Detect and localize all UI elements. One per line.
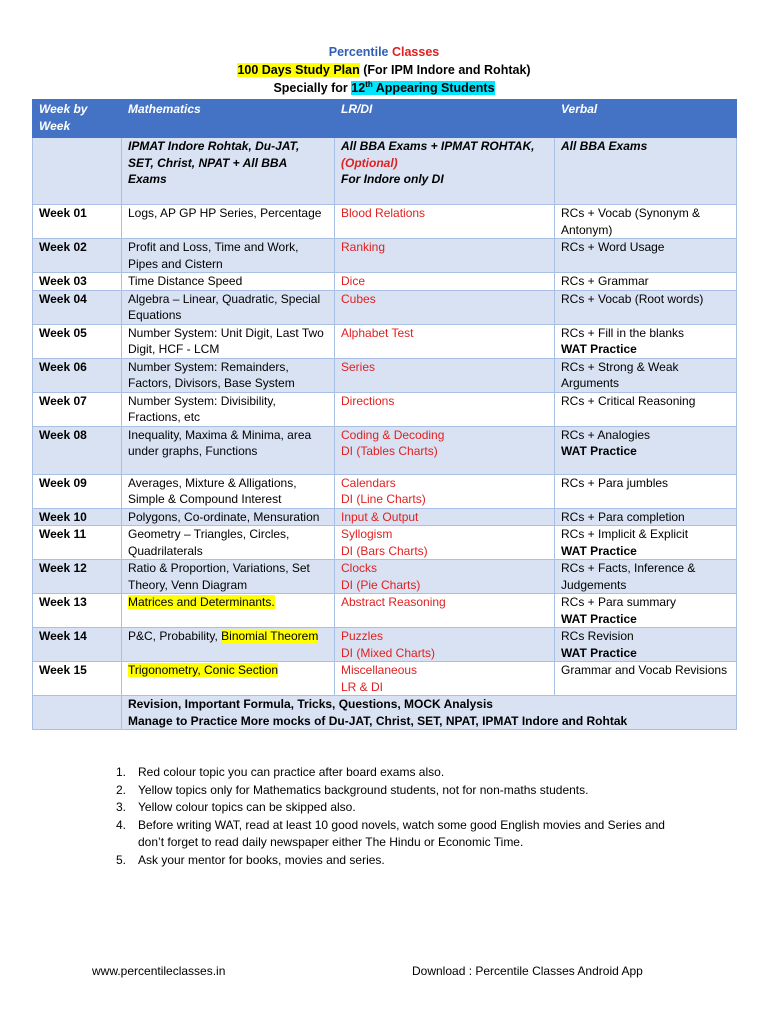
lrdi-topic: DI (Mixed Charts) <box>341 645 436 660</box>
verbal-cell <box>555 290 737 324</box>
verbal-topic: RCs + Analogies <box>561 427 651 442</box>
verbal-topic: RCs + Para summary <box>561 595 677 609</box>
math-cell <box>122 392 335 426</box>
subtitle-rest: Appearing Students <box>375 81 495 95</box>
note-number: 4. <box>116 817 127 832</box>
header-week: Week by Week <box>33 100 122 138</box>
wat-practice: WAT Practice <box>561 645 637 660</box>
math-topic: Geometry – Triangles, Circles, Quadrilaterals <box>128 527 290 558</box>
week-cell: Week 04 <box>33 290 122 324</box>
table-row <box>33 392 737 426</box>
lrdi-topic: Clocks <box>341 561 378 575</box>
math-cell <box>122 474 335 508</box>
final-text <box>122 696 737 730</box>
lrdi-topic: Abstract Reasoning <box>341 595 446 609</box>
week-cell: Week 01 <box>33 205 122 239</box>
note-text: Ask your mentor for books, movies and series. <box>138 852 385 867</box>
wat-practice: WAT Practice <box>561 543 637 558</box>
intro-row <box>33 138 737 205</box>
lrdi-cell <box>335 560 555 594</box>
verbal-topic: RCs + Strong & Weak Arguments <box>561 359 679 390</box>
note-number: 5. <box>116 852 127 867</box>
lrdi-cell <box>335 239 555 273</box>
math-cell <box>122 560 335 594</box>
lrdi-cell <box>335 324 555 358</box>
footer-download: Download : Percentile Classes Android App <box>412 964 643 978</box>
week-cell: Week 03 <box>33 273 122 291</box>
table-row <box>33 426 737 474</box>
week-cell: Week 08 <box>33 426 122 474</box>
note-number: 1. <box>116 765 127 779</box>
note-item <box>110 817 670 852</box>
verbal-topic: RCs + Implicit & Explicit <box>561 527 689 541</box>
lrdi-cell <box>335 392 555 426</box>
table-row <box>33 594 737 628</box>
note-item <box>110 799 670 817</box>
subtitle-num: 12 <box>351 81 366 95</box>
brand-title <box>0 43 768 61</box>
verbal-topic: RCs + Grammar <box>561 274 649 288</box>
math-cell <box>122 662 335 696</box>
week-cell: Week 12 <box>33 560 122 594</box>
math-cell <box>122 526 335 560</box>
math-topic: Algebra – Linear, Quadratic, Special Equations <box>128 291 321 322</box>
math-topic: Number System: Unit Digit, Last Two Digit, HCF - LCM <box>128 325 324 356</box>
verbal-topic: RCs + Critical Reasoning <box>561 393 696 408</box>
lrdi-cell <box>335 526 555 560</box>
verbal-cell <box>555 526 737 560</box>
verbal-topic: RCs + Word Usage <box>561 240 665 254</box>
intro-math: IPMAT Indore Rohtak, Du-JAT, SET, Christ, NPAT + All BBA Exams <box>122 138 335 205</box>
table-row <box>33 628 737 662</box>
lrdi-cell <box>335 474 555 508</box>
lrdi-topic: Input & Output <box>341 509 419 524</box>
verbal-cell <box>555 508 737 526</box>
math-cell <box>122 628 335 662</box>
lrdi-topic: Calendars <box>341 475 396 490</box>
wat-practice: WAT Practice <box>561 342 637 356</box>
table-row <box>33 358 737 392</box>
verbal-cell <box>555 662 737 696</box>
lrdi-topic: LR & DI <box>341 679 384 694</box>
math-cell <box>122 239 335 273</box>
subtitle-prefix: Specially for <box>273 81 348 95</box>
verbal-cell <box>555 273 737 291</box>
verbal-cell <box>555 474 737 508</box>
header-mathematics: Mathematics <box>122 100 335 138</box>
math-topic: Polygons, Co-ordinate, Mensuration <box>128 509 320 524</box>
verbal-cell <box>555 628 737 662</box>
plan-subtitle <box>0 79 768 97</box>
intro-lrdi <box>335 138 555 205</box>
final-line1: Revision, Important Formula, Tricks, Questions, MOCK Analysis <box>128 697 493 711</box>
math-cell <box>122 324 335 358</box>
math-topic-highlighted: Trigonometry, Conic Section <box>128 663 279 677</box>
brand-part2: Classes <box>391 45 440 59</box>
final-week-cell <box>33 696 122 730</box>
verbal-cell <box>555 239 737 273</box>
verbal-cell <box>555 358 737 392</box>
brand-part1: Percentile <box>328 45 389 59</box>
verbal-topic: RCs + Para jumbles <box>561 475 669 490</box>
math-cell <box>122 508 335 526</box>
table-row <box>33 662 737 696</box>
lrdi-topic: Puzzles <box>341 629 384 643</box>
lrdi-topic: Alphabet Test <box>341 325 414 340</box>
verbal-cell <box>555 205 737 239</box>
intro-week-cell <box>33 138 122 205</box>
lrdi-topic: Cubes <box>341 291 376 306</box>
math-cell <box>122 594 335 628</box>
lrdi-topic: DI (Tables Charts) <box>341 444 438 458</box>
table-row <box>33 239 737 273</box>
lrdi-cell <box>335 358 555 392</box>
note-text: Yellow topics only for Mathematics background students, not for non-maths students. <box>138 782 589 797</box>
lrdi-topic: Ranking <box>341 240 386 254</box>
footer-website[interactable]: www.percentileclasses.in <box>92 964 226 978</box>
verbal-topic: RCs + Facts, Inference & Judgements <box>561 561 696 592</box>
study-plan-table <box>32 99 737 730</box>
verbal-topic: RCs + Vocab (Synonym & Antonym) <box>561 206 701 237</box>
math-topic: Averages, Mixture & Alligations, Simple & Compound Interest <box>128 475 297 506</box>
math-cell <box>122 273 335 291</box>
lrdi-topic: Dice <box>341 274 366 288</box>
verbal-topic: RCs + Para completion <box>561 509 685 524</box>
week-cell: Week 06 <box>33 358 122 392</box>
final-line2: Manage to Practice More mocks of Du-JAT, Christ, SET, NPAT, IPMAT Indore and Rohtak <box>128 713 628 728</box>
table-row <box>33 290 737 324</box>
intro-lrdi-optional: (Optional) <box>341 155 398 170</box>
lrdi-cell <box>335 426 555 474</box>
note-text: Red colour topic you can practice after board exams also. <box>138 765 445 779</box>
week-cell: Week 02 <box>33 239 122 273</box>
note-number: 3. <box>116 800 127 814</box>
table-row <box>33 508 737 526</box>
lrdi-topic: DI (Line Charts) <box>341 492 426 506</box>
table-row <box>33 273 737 291</box>
math-topic: Inequality, Maxima & Minima, area under graphs, Functions <box>128 427 312 458</box>
note-item <box>110 764 670 782</box>
subtitle-highlight <box>351 81 494 95</box>
math-cell <box>122 290 335 324</box>
wat-practice: WAT Practice <box>561 444 637 458</box>
notes-list <box>110 764 670 869</box>
week-cell: Week 15 <box>33 662 122 696</box>
lrdi-cell <box>335 628 555 662</box>
intro-lrdi-b: For Indore only DI <box>341 172 444 186</box>
week-cell: Week 14 <box>33 628 122 662</box>
math-topic: Number System: Divisibility, Fractions, etc <box>128 393 276 424</box>
verbal-cell <box>555 594 737 628</box>
math-topic: Ratio & Proportion, Variations, Set Theory, Venn Diagram <box>128 561 310 592</box>
math-topic-highlighted: Binomial Theorem <box>221 629 319 643</box>
math-cell <box>122 426 335 474</box>
lrdi-topic: DI (Pie Charts) <box>341 577 421 592</box>
verbal-topic: RCs + Vocab (Root words) <box>561 291 704 306</box>
lrdi-topic: Coding & Decoding <box>341 427 445 442</box>
math-topic: Logs, AP GP HP Series, Percentage <box>128 206 322 220</box>
lrdi-cell <box>335 594 555 628</box>
lrdi-topic: Syllogism <box>341 527 393 541</box>
verbal-topic: Grammar and Vocab Revisions <box>561 663 728 677</box>
verbal-cell <box>555 324 737 358</box>
lrdi-topic: Series <box>341 359 376 374</box>
note-item <box>110 852 670 870</box>
lrdi-cell <box>335 273 555 291</box>
plan-title-rest: (For IPM Indore and Rohtak) <box>363 63 531 77</box>
table-row <box>33 205 737 239</box>
note-text: Yellow colour topics can be skipped also. <box>138 800 356 814</box>
note-number: 2. <box>116 782 127 797</box>
table-row <box>33 474 737 508</box>
lrdi-topic: Directions <box>341 393 395 408</box>
intro-verbal: All BBA Exams <box>555 138 737 205</box>
intro-lrdi-a: All BBA Exams + IPMAT ROHTAK, <box>341 139 535 153</box>
plan-title <box>0 61 768 79</box>
math-cell <box>122 358 335 392</box>
lrdi-topic: Blood Relations <box>341 206 426 220</box>
lrdi-cell <box>335 290 555 324</box>
note-text: Before writing WAT, read at least 10 good novels, watch some good English movies and Series and don’t forget to read daily newspaper either The Hindu or Economic Time. <box>138 817 665 849</box>
week-cell: Week 10 <box>33 508 122 526</box>
header-verbal: Verbal <box>555 100 737 138</box>
header-lrdi: LR/DI <box>335 100 555 138</box>
subtitle-sup: th <box>365 79 373 89</box>
page-header <box>0 43 768 97</box>
verbal-cell <box>555 426 737 474</box>
note-item <box>110 782 670 800</box>
verbal-cell <box>555 560 737 594</box>
verbal-cell <box>555 392 737 426</box>
lrdi-cell <box>335 662 555 696</box>
verbal-topic: RCs Revision <box>561 629 634 643</box>
math-cell <box>122 205 335 239</box>
week-cell: Week 13 <box>33 594 122 628</box>
math-topic: P&C, Probability, <box>128 629 218 643</box>
table-header-row <box>33 100 737 138</box>
lrdi-topic: Miscellaneous <box>341 663 418 677</box>
lrdi-topic: DI (Bars Charts) <box>341 543 428 558</box>
verbal-topic: RCs + Fill in the blanks <box>561 325 685 340</box>
table-row <box>33 526 737 560</box>
math-topic: Time Distance Speed <box>128 274 243 288</box>
week-cell: Week 05 <box>33 324 122 358</box>
math-topic-highlighted: Matrices and Determinants. <box>128 595 275 609</box>
math-topic: Number System: Remainders, Factors, Divisors, Base System <box>128 359 295 390</box>
plan-title-highlight: 100 Days Study Plan <box>237 63 360 77</box>
lrdi-cell <box>335 205 555 239</box>
math-topic: Profit and Loss, Time and Work, Pipes and Cistern <box>128 240 299 271</box>
week-cell: Week 11 <box>33 526 122 560</box>
week-cell: Week 09 <box>33 474 122 508</box>
lrdi-cell <box>335 508 555 526</box>
wat-practice: WAT Practice <box>561 611 637 626</box>
week-cell: Week 07 <box>33 392 122 426</box>
table-row <box>33 324 737 358</box>
table-row <box>33 560 737 594</box>
final-row <box>33 696 737 730</box>
